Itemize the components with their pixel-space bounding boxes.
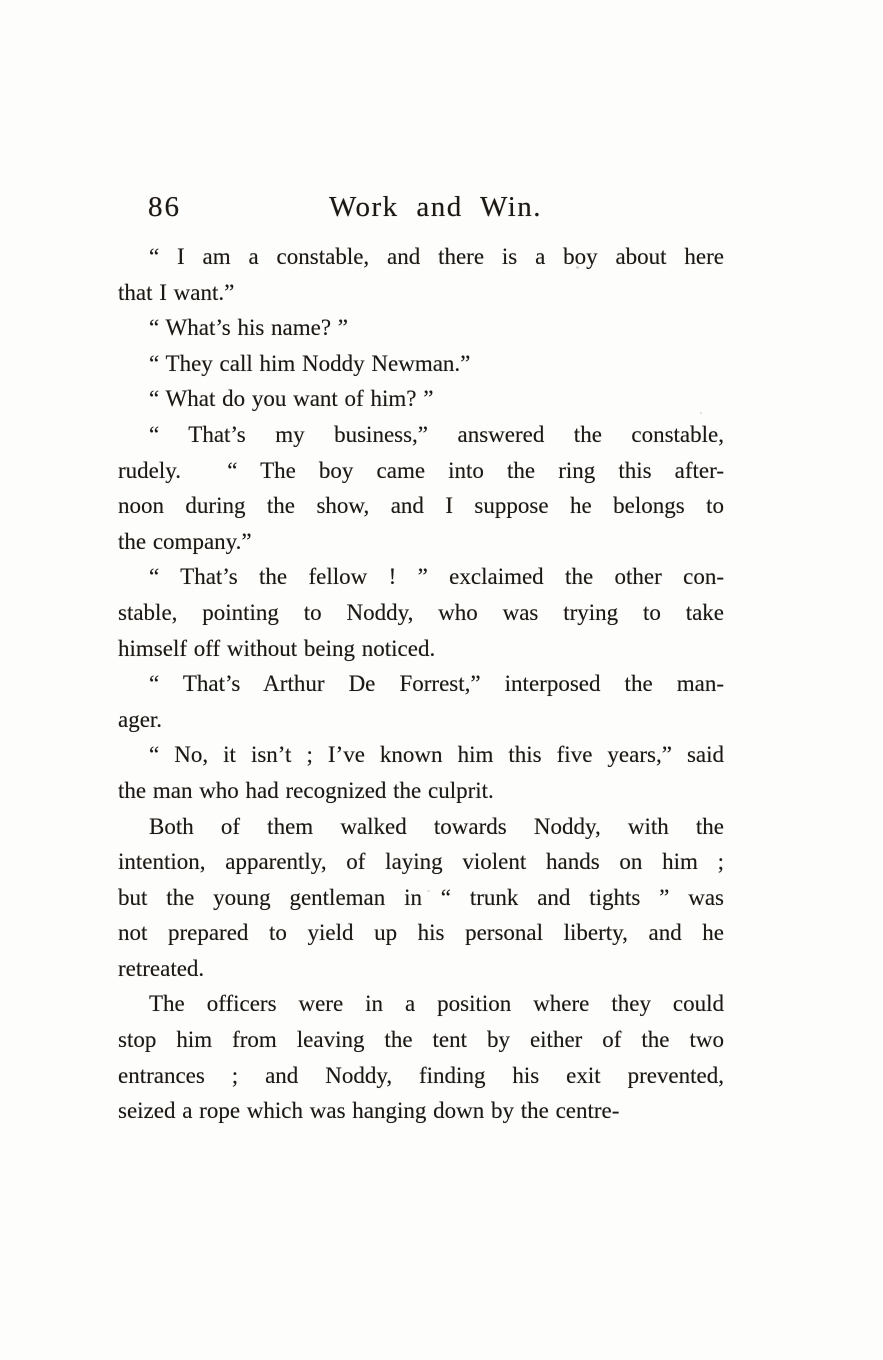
text-line: stop him from leaving the tent by either of the two: [118, 1027, 724, 1053]
text-line: “ What’s his name? ”: [149, 315, 349, 341]
text-line: “ That’s Arthur De Forrest,” interposed the man-: [149, 671, 724, 697]
text-line: The officers were in a position where they could: [149, 991, 724, 1017]
text-line: not prepared to yield up his personal liberty, and he: [118, 920, 724, 946]
paragraph: [118, 666, 724, 737]
text-line: “ That’s my business,” answered the constable,: [149, 421, 724, 447]
paragraph: [118, 809, 724, 987]
paragraph: [118, 310, 724, 346]
paragraph: [118, 737, 724, 808]
running-head: [0, 191, 883, 233]
text-line: retreated.: [118, 955, 205, 981]
paragraph: [118, 239, 724, 310]
text-line: stable, pointing to Noddy, who was trying to take: [118, 599, 724, 625]
text-line: noon during the show, and I suppose he belongs to: [118, 493, 724, 519]
text-line: “ No, it isn’t ; I’ve known him this five years,” said: [149, 742, 724, 768]
scan-speck: [576, 266, 579, 269]
paragraph: [118, 417, 724, 559]
text-line: the company.”: [118, 528, 252, 554]
text-line: “ I am a constable, and there is a boy about here: [149, 244, 724, 269]
text-line: “ They call him Noddy Newman.”: [149, 350, 471, 376]
paragraph: [118, 346, 724, 382]
scan-speck: [700, 412, 702, 414]
text-line: intention, apparently, of laying violent hands on him ;: [118, 849, 724, 875]
paragraph: [118, 381, 724, 417]
text-line: entrances ; and Noddy, finding his exit prevented,: [118, 1062, 724, 1088]
text-line: ager.: [118, 706, 163, 732]
body-text: [118, 239, 724, 1129]
running-title: Work and Win.: [328, 191, 543, 223]
paragraph: [118, 986, 724, 1128]
scan-speck: [427, 890, 430, 892]
text-line: rudely. “ The boy came into the ring this after-: [118, 457, 724, 483]
paragraph: [118, 559, 724, 666]
text-line: “ That’s the fellow ! ” exclaimed the other con-: [149, 564, 724, 590]
text-line: seized a rope which was hanging down by the centre-: [118, 1098, 620, 1124]
text-line: himself off without being noticed.: [118, 635, 436, 661]
text-line: “ What do you want of him? ”: [149, 386, 434, 412]
text-line: that I want.”: [118, 279, 235, 305]
text-line: Both of them walked towards Noddy, with the: [149, 813, 724, 839]
page-number: 86: [148, 191, 181, 223]
text-line: the man who had recognized the culprit.: [118, 777, 494, 803]
text-line: but the young gentleman in “ trunk and tights ” was: [118, 884, 724, 910]
